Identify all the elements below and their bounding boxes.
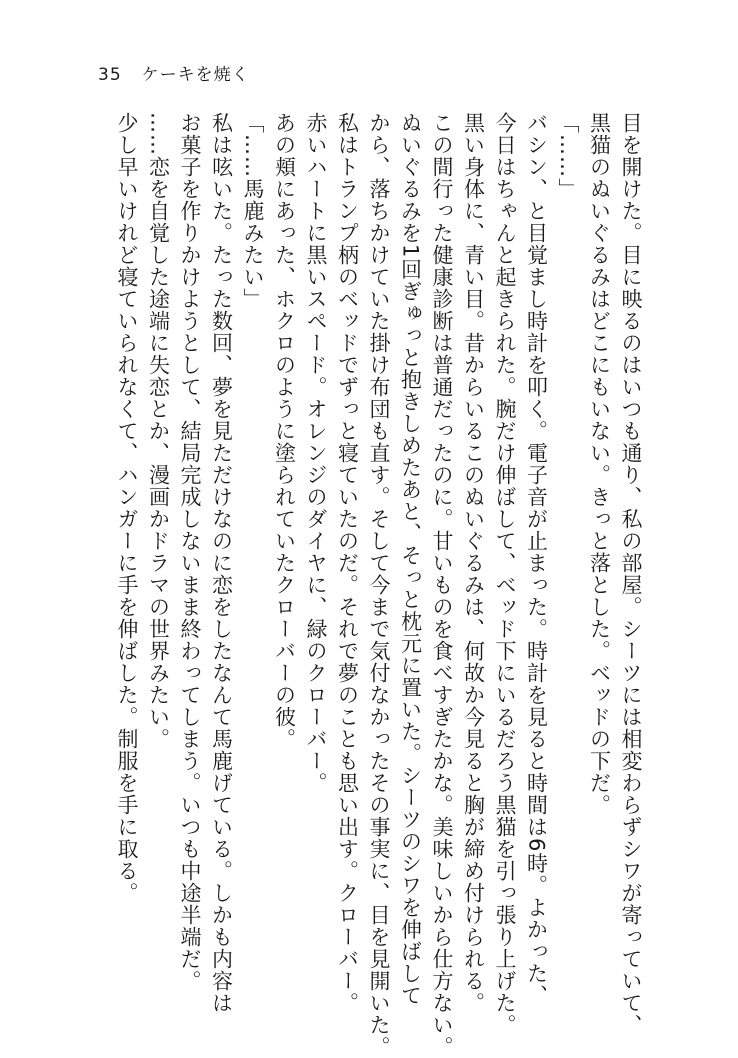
text-line: から、落ちかけていた掛け布団も直す。そして今まで気付なかったその事実に、目を見開いた。: [367, 112, 391, 1058]
page-header: [98, 60, 250, 85]
vertical-text-body: [111, 112, 647, 1058]
text-line: 今日はちゃんと起きられた。腕だけ伸ばして、ベッド下にいるだろう黒猫を引っ張り上げた。: [493, 112, 517, 1036]
text-line: 「……馬鹿みたい」: [241, 112, 265, 310]
text-line: 私はトランプ柄のベッドでずっと寝ていたのだ。それで夢のことも思い出す。クローバー。: [335, 112, 360, 1014]
text-line: 黒い身体に、青い目。昔からいるこのぬいぐるみは、何故か今見ると胸が締め付けられる。: [461, 112, 486, 1014]
text-line: あの頬にあった、ホクロのように塗られていたクローバーの彼。: [272, 112, 297, 750]
text-line: お菓子を作りかけようとして、結局完成しないまま終わってしまう。いつも中途半端だ。: [178, 112, 202, 992]
text-line: 黒猫のぬいぐるみはどこにもいない。きっと落とした。ベッドの下だ。: [587, 112, 612, 816]
text-line: 目を開けた。目に映るのはいつも通り、私の部屋。シーツには相変わらずシワが寄っていて、: [619, 112, 643, 1036]
text-line: ……恋を自覚した途端に失恋とか、漫画かドラマの世界みたい。: [146, 112, 171, 750]
page-number: 35: [98, 65, 122, 85]
text-line: 少し早いけれど寝ていられなくて、ハンガーに手を伸ばした。制服を手に取る。: [115, 112, 139, 904]
text-line: 「……」: [556, 112, 580, 200]
chapter-title: ケーキを焼く: [141, 65, 250, 85]
text-line: 赤いハートに黒いスペード。オレンジのダイヤに、緑のクローバー。: [304, 112, 328, 794]
text-line: ぬいぐるみを1回ぎゅっと抱きしめたあと、そっと枕元に置いた。シーツのシワを伸ばして: [398, 112, 423, 1007]
text-line: バシン、と目覚まし時計を叩く。電子音が止まった。時計を見ると時間は6時。よかった、: [524, 112, 549, 1007]
text-line: この間行った健康診断は普通だったのに。甘いものを食べすぎたかな。美味しいから仕方ない。: [430, 112, 454, 1058]
text-line: 私は呟いた。たった数回、夢を見ただけなのに恋をしたなんて馬鹿げている。しかも内容は: [209, 112, 234, 1014]
